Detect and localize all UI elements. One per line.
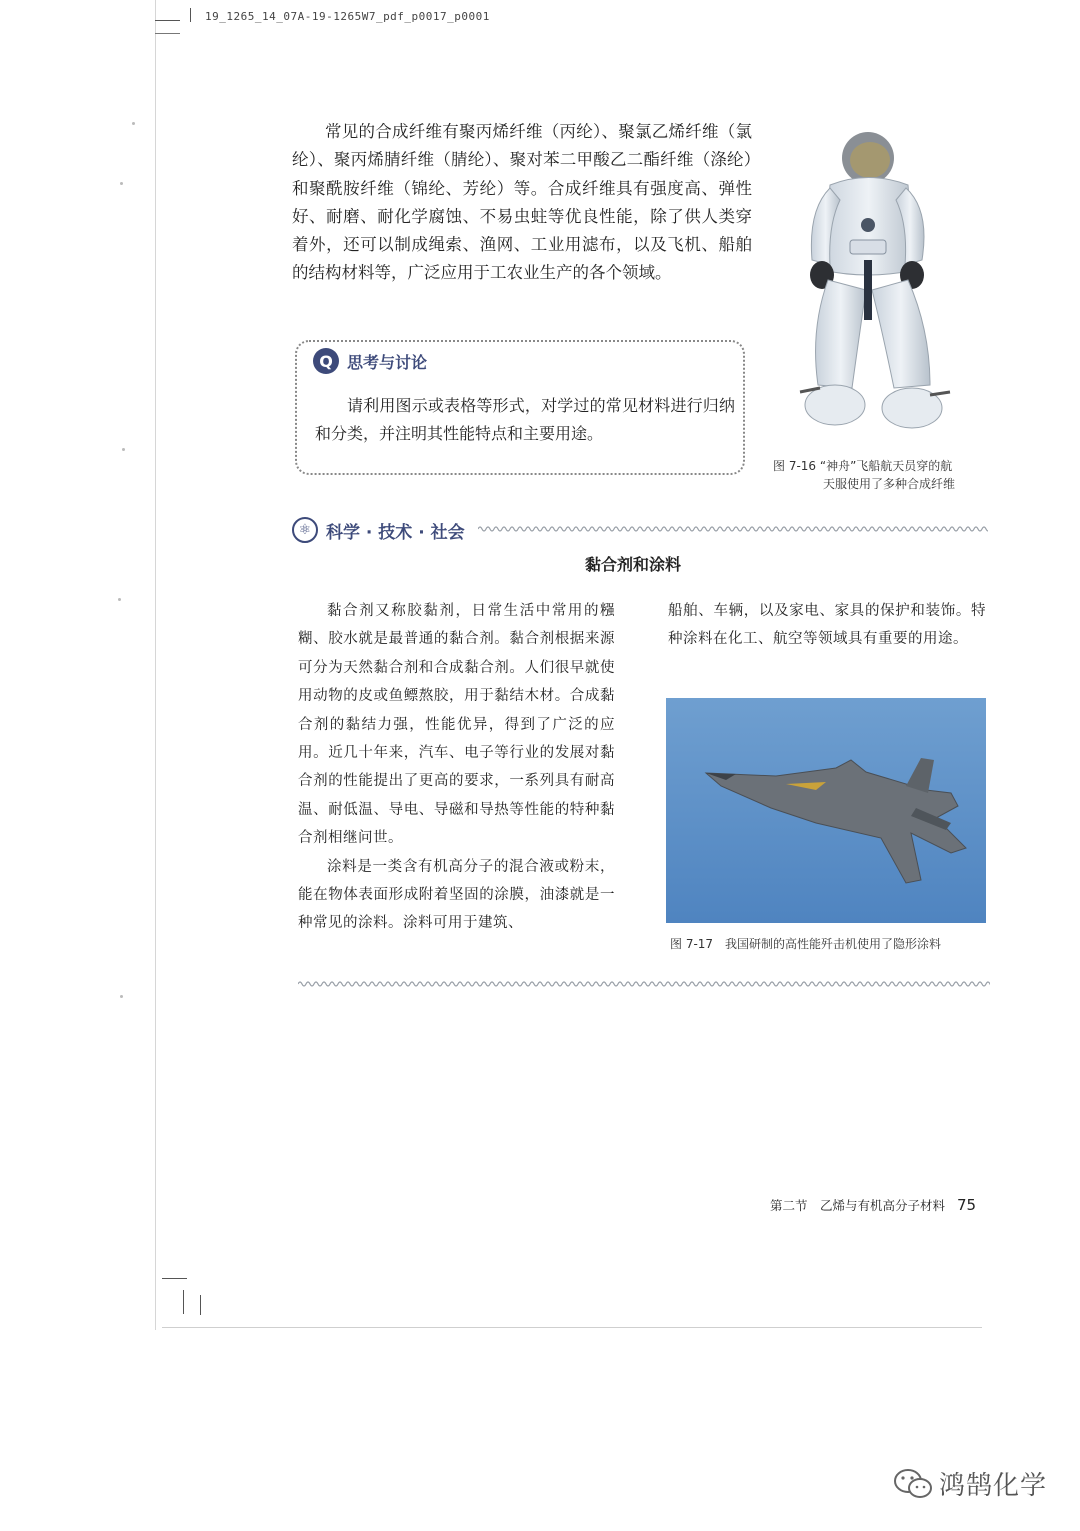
wechat-icon: [893, 1467, 933, 1501]
discussion-icon: Q: [313, 348, 339, 374]
intro-text: [292, 118, 752, 288]
wavy-divider: [298, 977, 990, 991]
scan-crop-mark: [162, 1278, 187, 1279]
article-paragraph: 黏合剂又称胶黏剂，日常生活中常用的糨糊、胶水就是最普通的黏合剂。黏合剂根据来源可分为天然黏合剂和合成黏合剂。人们很早就使用动物的皮或鱼鳔熬胶，用于黏结木材。合成黏合剂的黏结力强，性能优异，得到了广泛的应用。近几十年来，汽车、电子等行业的发展对黏合剂的性能提出了更高的要求，一系列具有耐高温、耐低温、导电、导磁和导热等性能的特种黏合剂相继问世。: [298, 603, 615, 847]
article-paragraph: 涂料是一类含有机高分子的混合液或粉末，能在物体表面形成附着坚固的涂膜，油漆就是一种常见的涂料。涂料可用于建筑、: [298, 858, 615, 932]
scan-crop-mark: [183, 1290, 184, 1314]
caption-line: 图 7-16 “神舟”飞船航天员穿的航: [773, 459, 953, 473]
footer-section-title: 第二节 乙烯与有机高分子材料: [770, 1198, 946, 1213]
think-discuss-text: 请利用图示或表格等形式，对学过的常见材料进行归纳和分类，并注明其性能特点和主要用途。: [315, 396, 735, 443]
fighter-jet-image: [666, 698, 986, 923]
caption-line: 天服使用了多种合成纤维: [823, 477, 956, 491]
sts-section-header: [292, 517, 465, 543]
article-title: 黏合剂和涂料: [585, 555, 682, 574]
astronaut-image: [790, 130, 960, 440]
atom-icon: ⚛: [292, 517, 318, 543]
article-left-column: [298, 597, 615, 938]
article-right-column: [668, 597, 986, 654]
scan-crop-mark: [200, 1295, 201, 1315]
scan-dot: [120, 182, 123, 185]
figure-7-16-caption: [773, 457, 1003, 493]
scan-crop-tick: [190, 8, 191, 22]
article-paragraph: 船舶、车辆，以及家电、家具的保护和装饰。特种涂料在化工、航空等领域具有重要的用途。: [668, 603, 986, 648]
scan-dot: [122, 448, 125, 451]
scan-crop-mark: [155, 33, 180, 34]
think-discuss-body: [315, 392, 735, 448]
intro-paragraph: 常见的合成纤维有聚丙烯纤维（丙纶）、聚氯乙烯纤维（氯纶）、聚丙烯腈纤维（腈纶）、聚对苯二甲酸乙二酯纤维（涤纶）和聚酰胺纤维（锦纶、芳纶）等。合成纤维具有强度高、弹性好、耐磨、耐化学腐蚀、不易虫蛀等优良性能，除了供人类穿着外，还可以制成绳索、渔网、工业用滤布，以及飞机、船舶的结构材料等，广泛应用于工农业生产的各个领域。: [292, 122, 752, 283]
sts-section-title: 科学 · 技术 · 社会: [326, 522, 465, 543]
figure-7-17-caption: 图 7-17 我国研制的高性能歼击机使用了隐形涂料: [670, 937, 942, 951]
scan-file-code: 19_1265_14_07A-19-1265W7_pdf_p0017_p0001: [205, 10, 490, 23]
page-footer: [770, 1196, 976, 1214]
scan-bottom-edge: [162, 1327, 982, 1328]
scan-dot: [132, 122, 135, 125]
scan-dot: [120, 995, 123, 998]
scan-edge-line: [155, 0, 156, 1330]
wavy-divider: [478, 522, 988, 536]
scan-crop-mark: [155, 20, 180, 21]
scan-dot: [118, 598, 121, 601]
think-discuss-title: 思考与讨论: [347, 352, 428, 372]
wechat-watermark: [893, 1465, 1047, 1502]
page-number: 75: [957, 1196, 977, 1214]
watermark-text: 鸿鹄化学: [939, 1471, 1048, 1501]
think-discuss-header: [313, 348, 427, 374]
